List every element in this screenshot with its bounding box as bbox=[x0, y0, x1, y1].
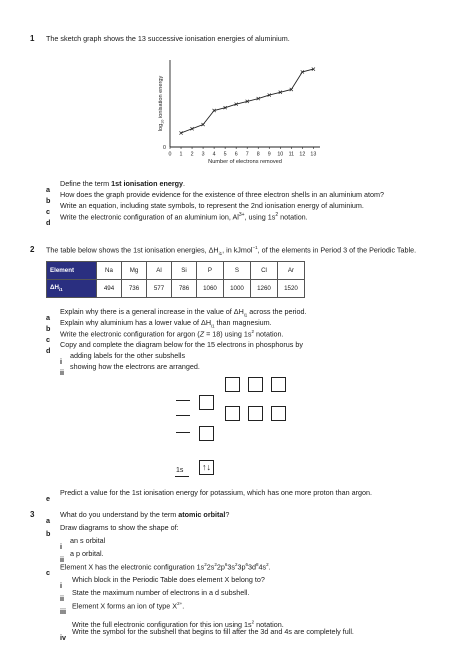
q1-d-pre: Write the electronic configuration of an aluminium ion, Al bbox=[60, 212, 239, 222]
table-cell: 1520 bbox=[278, 280, 305, 298]
orbital-box-1s: ↑↓ bbox=[199, 460, 214, 475]
orbital-box bbox=[271, 406, 286, 421]
orbital-box bbox=[199, 426, 214, 441]
config-sup: 2 bbox=[234, 562, 238, 567]
table-cell: 1000 bbox=[224, 280, 251, 298]
config-orbital: 2p bbox=[216, 562, 225, 572]
config-orbital: 4s bbox=[258, 562, 267, 572]
orbital-box bbox=[225, 377, 240, 392]
x-tick-label: 7 bbox=[245, 151, 249, 158]
delta-h-label: ΔH bbox=[50, 284, 59, 292]
q3-b-text: Draw diagrams to show the shape of: bbox=[60, 523, 179, 532]
table-cell: 1060 bbox=[197, 280, 224, 298]
q3-a-text bbox=[60, 510, 229, 519]
question-2-intro bbox=[46, 245, 416, 256]
table-cell: Cl bbox=[251, 262, 278, 280]
q1-c-text: Write an equation, including state symbols, to represent the 2nd ionisation energy of aluminium. bbox=[60, 201, 364, 210]
table-cell: Ar bbox=[278, 262, 305, 280]
q2-intro-sub: i1 bbox=[218, 250, 223, 256]
q2-b-pre: Explain why aluminium has a lower value of ΔH bbox=[60, 318, 212, 327]
q3-c-iv-num: iv bbox=[60, 633, 66, 642]
x-tick-label: 2 bbox=[190, 151, 194, 158]
q2-d-ii-text: showing how the electrons are arranged. bbox=[70, 362, 200, 371]
q3-c-iii-post: . bbox=[182, 601, 185, 611]
q1-a-post: . bbox=[183, 179, 186, 188]
q2-intro-pre: The table below shows the 1st ionisation energies, ΔH bbox=[46, 245, 219, 255]
q2-d-i-text: adding labels for the other subshells bbox=[70, 351, 186, 360]
table-cell: 494 bbox=[97, 280, 122, 298]
q2-intro-sup: −1 bbox=[252, 245, 258, 250]
q3-c-i-num: i bbox=[60, 581, 62, 590]
x-tick-label: 13 bbox=[310, 151, 317, 158]
table-cell: Si bbox=[172, 262, 197, 280]
q3-c-iii-cont-pre: Write the full electronic configuration for this ion using 1s bbox=[72, 620, 252, 629]
orbital-box bbox=[225, 406, 240, 421]
y-axis-title: $\log_{10}$ ionisation energy bbox=[158, 75, 165, 132]
q1-d-text bbox=[60, 212, 308, 221]
config-orbital: 3p bbox=[237, 562, 246, 572]
q2-d-subpart-ii bbox=[60, 362, 200, 380]
config-sup: 2 bbox=[266, 562, 269, 567]
subshell-label-underline bbox=[175, 476, 189, 477]
x-tick-label: 12 bbox=[299, 151, 306, 158]
table-row-values bbox=[47, 280, 305, 298]
q2-b-sub: i1 bbox=[211, 323, 215, 329]
q2-part-e bbox=[46, 488, 373, 506]
subshell-label-blank bbox=[176, 432, 190, 433]
q1-a-text bbox=[60, 179, 185, 188]
q2-a-post: across the period. bbox=[247, 307, 307, 316]
table-cell: Al bbox=[147, 262, 172, 280]
ionisation-energy-graph bbox=[150, 52, 330, 172]
q2-d-letter: d bbox=[46, 346, 51, 355]
x-tick-label: 0 bbox=[168, 151, 172, 158]
q1-c-letter: c bbox=[46, 207, 50, 216]
q3-c-iii-text bbox=[72, 601, 184, 610]
x-tick-label: 1 bbox=[179, 151, 183, 158]
q3-c-iii-cont-post: notation. bbox=[254, 620, 284, 629]
q3-a-post: ? bbox=[225, 510, 230, 519]
q2-c-mid: = 18) using 1s bbox=[204, 329, 252, 339]
ionisation-energy-table bbox=[46, 261, 305, 298]
table-header-element: Element bbox=[47, 262, 97, 280]
table-header-delta-h bbox=[47, 280, 97, 298]
q3-a-pre: What do you understand by the term bbox=[60, 510, 179, 519]
q2-a-text bbox=[60, 307, 306, 317]
config-orbital: 3s bbox=[227, 562, 235, 572]
table-cell: S bbox=[224, 262, 251, 280]
q3-b-i-num: i bbox=[60, 542, 62, 551]
q2-b-text bbox=[60, 318, 272, 328]
config-sup: 8 bbox=[256, 562, 259, 567]
q2-c-z: Z bbox=[199, 329, 205, 339]
q2-c-pre: Write the electronic configuration for argon ( bbox=[60, 329, 200, 339]
q2-e-letter: e bbox=[46, 494, 50, 503]
x-tick-label: 11 bbox=[288, 151, 295, 158]
x-tick-label: 10 bbox=[277, 151, 284, 158]
subshell-label-blank bbox=[176, 415, 190, 416]
x-tick-label: 6 bbox=[234, 151, 238, 158]
x-tick-label: 8 bbox=[256, 151, 260, 158]
config-sup: 2 bbox=[214, 562, 217, 567]
table-cell: 786 bbox=[172, 280, 197, 298]
x-tick-label: 9 bbox=[267, 151, 271, 158]
orbital-box bbox=[271, 377, 286, 392]
q3-c-ii-num: ii bbox=[60, 594, 64, 603]
config-orbital: 3d bbox=[248, 562, 256, 572]
q1-a-term: 1st ionisation energy bbox=[111, 179, 184, 188]
q1-d-post: notation. bbox=[278, 212, 308, 222]
q1-a-letter: a bbox=[46, 185, 50, 194]
q2-intro-post: , of the elements in Period 3 of the Periodic Table. bbox=[257, 245, 417, 255]
orbital-box bbox=[199, 395, 214, 410]
table-cell: 577 bbox=[147, 280, 172, 298]
subshell-label-blank bbox=[176, 400, 190, 401]
delta-h-sub: i1 bbox=[58, 287, 63, 293]
q3-c-iii-pre: Element X forms an ion of type X bbox=[72, 601, 178, 611]
q3-c-subpart-iv bbox=[60, 627, 354, 645]
config-sup: 6 bbox=[245, 562, 248, 567]
x-tick-label: 4 bbox=[212, 151, 216, 158]
subshell-label-1s: 1s bbox=[176, 467, 184, 474]
q2-b-letter: b bbox=[46, 324, 51, 333]
q3-c-ii-text: State the maximum number of electrons in a d subshell. bbox=[72, 588, 250, 597]
q3-c-iv-text: Write the symbol for the subshell that begins to fill after the 3d and 4s are completely full. bbox=[72, 627, 354, 636]
q1-b-letter: b bbox=[46, 196, 51, 205]
q1-b-text: How does the graph provide evidence for the existence of three electron shells in an aluminium atom? bbox=[60, 190, 385, 199]
table-cell: 736 bbox=[122, 280, 147, 298]
config-orbital: 2s bbox=[206, 562, 215, 572]
q3-a-term: atomic orbital bbox=[178, 510, 226, 519]
q3-c-pre: Element X has the electronic configuration 1s bbox=[60, 562, 205, 572]
table-row-elements bbox=[47, 262, 305, 280]
q3-c-i-text: Which block in the Periodic Table does element X belong to? bbox=[72, 575, 265, 584]
q3-c-iii-sup: 2+ bbox=[177, 601, 183, 606]
q1-d-letter: d bbox=[46, 218, 51, 227]
question-1-intro: The sketch graph shows the 13 successive ionisation energies of aluminium. bbox=[46, 34, 290, 43]
q2-a-sub: i1 bbox=[243, 312, 248, 318]
q2-a-pre: Explain why there is a general increase in the value of ΔH bbox=[60, 307, 244, 316]
question-1-number: 1 bbox=[30, 34, 35, 43]
table-cell: 1260 bbox=[251, 280, 278, 298]
table-cell: P bbox=[197, 262, 224, 280]
q3-b-ii-text: a p orbital. bbox=[70, 549, 104, 558]
table-cell: Na bbox=[97, 262, 122, 280]
q2-d-i-num: i bbox=[60, 357, 62, 366]
q3-c-text bbox=[60, 562, 271, 571]
q3-c-subpart-iii bbox=[60, 601, 185, 619]
q1-d-sup: 2 bbox=[275, 212, 279, 218]
y-tick-label: 0 bbox=[163, 145, 166, 151]
config-sup: 2 bbox=[204, 562, 207, 567]
q3-c-letter: c bbox=[46, 568, 50, 577]
q1-part-d bbox=[46, 212, 308, 230]
q2-d-ii-num: ii bbox=[60, 368, 64, 377]
q3-c-post: . bbox=[268, 562, 271, 572]
q2-e-text: Predict a value for the 1st ionisation energy for potassium, which has one more proton than argon. bbox=[60, 488, 373, 497]
x-axis-title: Number of electrons removed bbox=[208, 159, 282, 165]
x-tick-label: 3 bbox=[201, 151, 205, 158]
q2-c-text bbox=[60, 329, 284, 338]
q2-c-letter: c bbox=[46, 335, 50, 344]
question-2-number: 2 bbox=[30, 245, 35, 254]
orbital-box bbox=[248, 377, 263, 392]
table-cell: Mg bbox=[122, 262, 147, 280]
config-sup: 6 bbox=[224, 562, 228, 567]
q3-a-letter: a bbox=[46, 516, 50, 525]
q3-b-letter: b bbox=[46, 529, 51, 538]
q1-a-pre: Define the term bbox=[60, 179, 112, 188]
question-3-number: 3 bbox=[30, 510, 35, 519]
q2-c-sup: 2 bbox=[251, 329, 254, 334]
q2-b-post: than magnesium. bbox=[214, 318, 272, 327]
orbital-box bbox=[248, 406, 263, 421]
q3-b-i-text: an s orbital bbox=[70, 536, 106, 545]
x-tick-label: 5 bbox=[223, 151, 227, 158]
q3-c-iii-cont-sup: 2 bbox=[251, 619, 255, 625]
q2-intro-mid: , in kJmol bbox=[222, 245, 253, 255]
q3-b-ii-num: ii bbox=[60, 555, 64, 564]
q2-c-post: notation. bbox=[253, 329, 284, 339]
q3-c-iii-num: iii bbox=[60, 607, 66, 616]
q2-a-letter: a bbox=[46, 313, 50, 322]
q1-d-charge: 3+ bbox=[238, 212, 245, 218]
q1-d-mid: , using 1s bbox=[244, 212, 276, 222]
q2-d-text: Copy and complete the diagram below for the 15 electrons in phosphorus by bbox=[60, 340, 303, 349]
